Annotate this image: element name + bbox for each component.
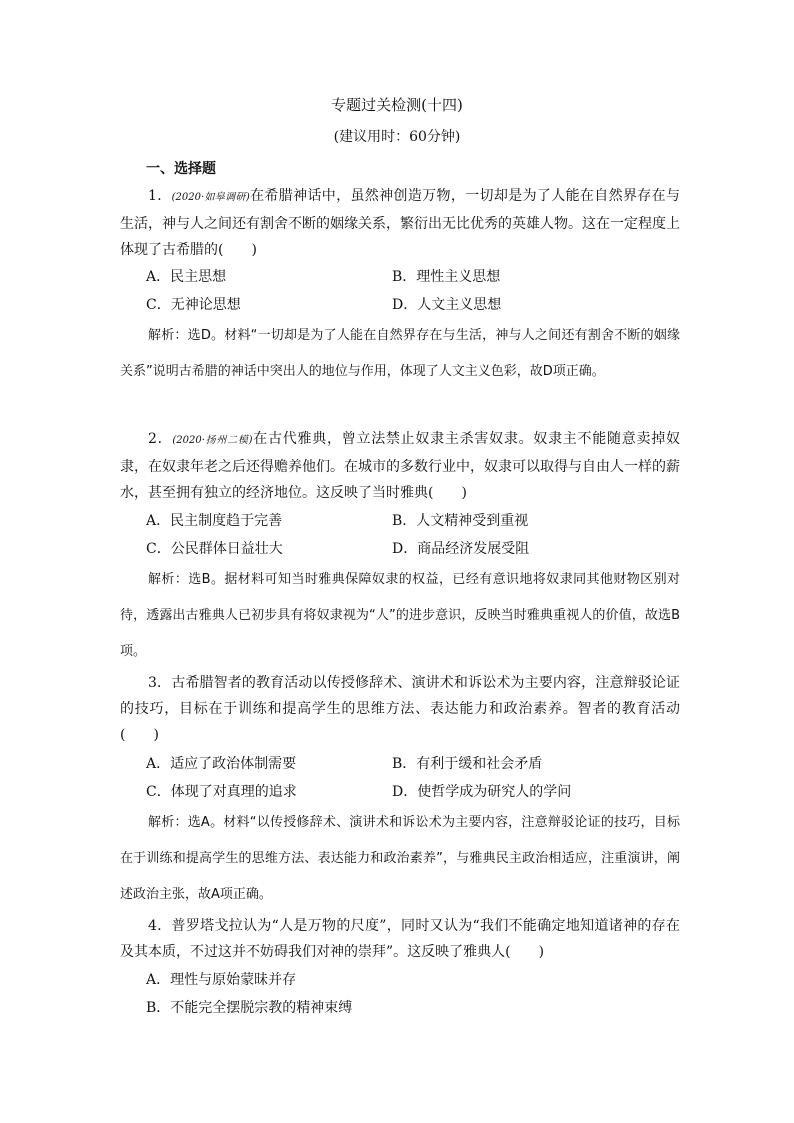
option-c: C．体现了对真理的追求 bbox=[146, 784, 297, 800]
option-b: B．理性主义思想 bbox=[392, 269, 501, 285]
question-4-stem bbox=[120, 913, 680, 965]
question-2-analysis: 解析：选B。据材料可知当时雅典保障奴隶的权益，已经有意识地将奴隶同其他财物区别对待，透露出古雅典人已初步具有将奴隶视为“人”的进步意识，反映当时雅典重视人的价值，故选B项。 bbox=[120, 572, 680, 659]
question-3-stem bbox=[120, 670, 680, 748]
question-1-options bbox=[146, 263, 666, 319]
option-d: D．使哲学成为研究人的学问 bbox=[392, 784, 572, 800]
question-number: 2． bbox=[148, 431, 173, 447]
option-d: D．人文主义思想 bbox=[392, 297, 502, 313]
option-c: C．无神论思想 bbox=[146, 297, 241, 313]
option-a: A．适应了政治体制需要 bbox=[146, 756, 297, 772]
question-text: 在古代雅典，曾立法禁止奴隶主杀害奴隶。奴隶主不能随意卖掉奴隶，在奴隶年老之后还得赡养他们。在城市的多数行业中，奴隶可以取得与自由人一样的薪水，甚至拥有独立的经济地位。这反映了当时雅典( ) bbox=[120, 431, 680, 501]
question-3-options bbox=[146, 750, 666, 806]
question-number: 1． bbox=[148, 188, 172, 204]
question-text: 在希腊神话中，虽然神创造万物，一切却是为了人能在自然界存在与生活，神与人之间还有割舍不断的姻缘关系，繁衍出无比优秀的英雄人物。这在一定程度上体现了古希腊的( ) bbox=[120, 188, 680, 258]
question-2-stem bbox=[120, 426, 680, 506]
question-number: 4． bbox=[148, 918, 172, 934]
option-a: A．民主思想 bbox=[146, 269, 227, 285]
option-d: D．商品经济发展受阻 bbox=[392, 541, 530, 557]
question-1-stem bbox=[120, 183, 680, 263]
question-3-analysis: 解析：选A。材料“以传授修辞术、演讲术和诉讼术为主要内容，注意辩驳论证的技巧，目标在于训练和提高学生的思维方法、表达能力和政治素养”，与雅典民主政治相适应，注重演讲，阐述政治主张，故A项正确。 bbox=[120, 815, 680, 902]
time-suggestion: (建议用时：60分钟) bbox=[333, 129, 461, 145]
question-text: 古希腊智者的教育活动以传授修辞术、演讲术和诉讼术为主要内容，注意辩驳论证的技巧，目标在于训练和提高学生的思维方法、表达能力和政治素养。智者的教育活动( ) bbox=[120, 675, 680, 743]
page-title: 专题过关检测(十四) bbox=[331, 96, 463, 114]
question-4-options bbox=[146, 966, 666, 1022]
option-b: B．不能完全摆脱宗教的精神束缚 bbox=[146, 1000, 353, 1016]
question-source: (2020·扬州二模) bbox=[172, 435, 253, 446]
option-a: A．民主制度趋于完善 bbox=[146, 513, 283, 529]
option-b: B．人文精神受到重视 bbox=[392, 513, 529, 529]
option-c: C．公民群体日益壮大 bbox=[146, 541, 283, 557]
option-b: B．有利于缓和社会矛盾 bbox=[392, 756, 543, 772]
option-a: A．理性与原始蒙昧并存 bbox=[146, 972, 297, 988]
question-source: (2020·如皋调研) bbox=[171, 192, 250, 203]
question-text: 普罗塔戈拉认为“人是万物的尺度”，同时又认为“我们不能确定地知道诸神的存在及其本质，不过这并不妨碍我们对神的崇拜”。这反映了雅典人( ) bbox=[120, 918, 680, 960]
section-heading: 一、选择题 bbox=[146, 161, 216, 177]
question-2-options bbox=[146, 507, 666, 563]
question-1-analysis: 解析：选D。材料“一切却是为了人能在自然界存在与生活，神与人之间还有割舍不断的姻缘关系”说明古希腊的神话中突出人的地位与作用，体现了人文主义色彩，故D项正确。 bbox=[120, 328, 680, 379]
question-number: 3． bbox=[148, 675, 172, 691]
